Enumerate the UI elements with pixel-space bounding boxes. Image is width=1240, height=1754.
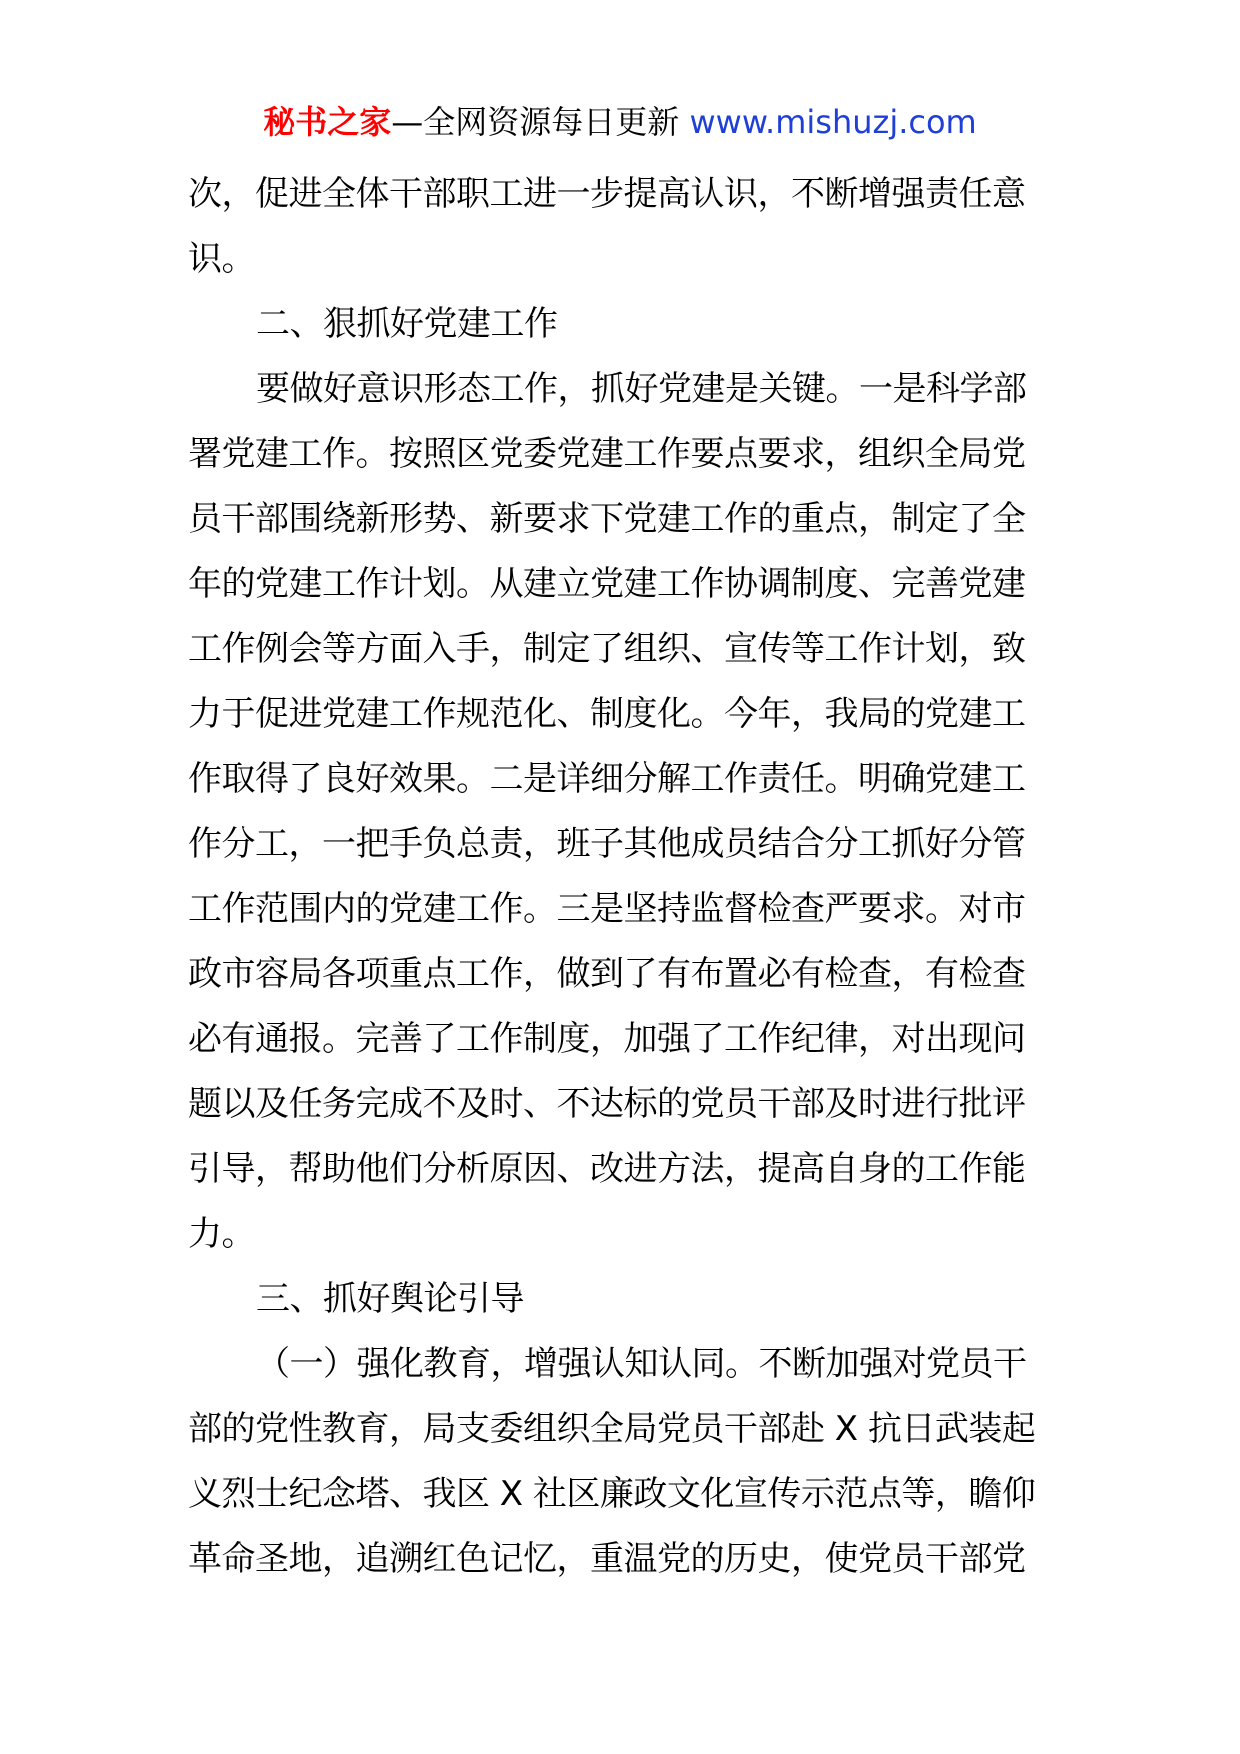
section-heading: 二、狠抓好党建工作 bbox=[256, 304, 558, 344]
body-line: 义烈士纪念塔、我区 X 社区廉政文化宣传示范点等，瞻仰 bbox=[188, 1474, 1036, 1514]
body-line: 工作例会等方面入手，制定了组织、宣传等工作计划，致 bbox=[188, 629, 1026, 669]
body-line: 署党建工作。按照区党委党建工作要点要求，组织全局党 bbox=[188, 434, 1026, 474]
body-line: 部的党性教育，局支委组织全局党员干部赴 X 抗日武装起 bbox=[188, 1409, 1036, 1449]
body-line: 必有通报。完善了工作制度，加强了工作纪律，对出现问 bbox=[188, 1019, 1026, 1059]
section-heading: 三、抓好舆论引导 bbox=[256, 1279, 524, 1319]
body-line: 作分工，一把手负总责，班子其他成员结合分工抓好分管 bbox=[188, 824, 1026, 864]
brand-name: 秘书之家 bbox=[263, 103, 392, 141]
document-body bbox=[188, 162, 1056, 1592]
body-line: 工作范围内的党建工作。三是坚持监督检查严要求。对市 bbox=[188, 889, 1026, 929]
body-line: 力。 bbox=[188, 1214, 255, 1254]
body-line: 引导，帮助他们分析原因、改进方法，提高自身的工作能 bbox=[188, 1149, 1026, 1189]
body-line: 员干部围绕新形势、新要求下党建工作的重点，制定了全 bbox=[188, 499, 1026, 539]
paragraph-start: （一）强化教育，增强认知认同。不断加强对党员干 bbox=[256, 1344, 1027, 1384]
body-line: 题以及任务完成不及时、不达标的党员干部及时进行批评 bbox=[188, 1084, 1026, 1124]
paragraph-start: 要做好意识形态工作，抓好党建是关键。一是科学部 bbox=[256, 369, 1027, 409]
body-line: 年的党建工作计划。从建立党建工作协调制度、完善党建 bbox=[188, 564, 1026, 604]
body-line: 革命圣地，追溯红色记忆，重温党的历史，使党员干部党 bbox=[188, 1539, 1026, 1579]
header-tagline: —全网资源每日更新 bbox=[391, 103, 690, 141]
site-url-link[interactable]: www.mishuzj.com bbox=[689, 103, 977, 141]
body-line: 作取得了良好效果。二是详细分解工作责任。明确党建工 bbox=[188, 759, 1026, 799]
body-line: 识。 bbox=[188, 239, 255, 279]
site-header bbox=[0, 100, 1240, 144]
body-line: 力于促进党建工作规范化、制度化。今年，我局的党建工 bbox=[188, 694, 1026, 734]
body-line: 次，促进全体干部职工进一步提高认识，不断增强责任意 bbox=[188, 174, 1026, 214]
body-line: 政市容局各项重点工作，做到了有布置必有检查，有检查 bbox=[188, 954, 1026, 994]
